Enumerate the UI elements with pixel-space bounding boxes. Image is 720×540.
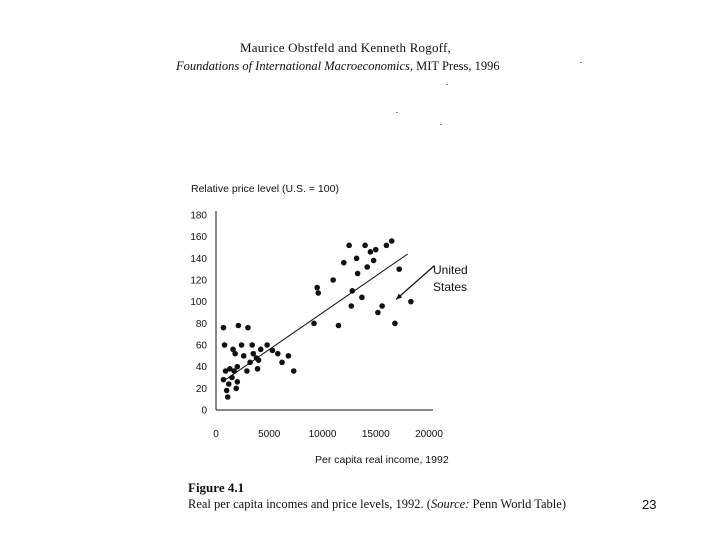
y-tick-label: 180 — [190, 210, 207, 222]
data-point — [330, 277, 336, 283]
data-point — [239, 342, 245, 348]
data-point — [408, 299, 414, 305]
data-point — [373, 247, 379, 253]
data-point — [279, 360, 285, 366]
caption-source-label: Source: — [430, 497, 470, 511]
data-point — [359, 295, 365, 301]
data-point — [249, 342, 255, 348]
x-tick-label: 0 — [213, 429, 219, 440]
data-point — [341, 260, 347, 266]
data-point — [258, 347, 264, 353]
data-point — [291, 368, 297, 374]
data-point — [255, 366, 261, 372]
data-point — [364, 264, 370, 270]
y-tick-label: 100 — [190, 297, 207, 309]
y-tick-label: 60 — [195, 340, 207, 352]
data-point — [229, 375, 235, 381]
citation-authors: Maurice Obstfeld and Kenneth Rogoff, — [240, 40, 451, 55]
data-point — [221, 325, 227, 331]
figure-label: Figure 4.1 — [188, 480, 245, 495]
data-point — [311, 321, 317, 327]
data-point — [224, 388, 230, 394]
x-tick-label: 10000 — [308, 429, 337, 440]
data-point — [222, 342, 228, 348]
y-tick-label: 120 — [190, 275, 207, 287]
data-point — [375, 310, 381, 316]
y-tick-label: 140 — [190, 253, 207, 265]
chart-title: Relative price level (U.S. = 100) — [191, 183, 339, 195]
annotation-arrow — [396, 266, 434, 300]
data-point — [348, 303, 354, 309]
scan-speck — [440, 124, 442, 125]
data-point — [346, 243, 352, 249]
data-point — [354, 256, 360, 262]
data-point — [247, 360, 253, 366]
data-point — [389, 238, 395, 244]
data-point — [355, 271, 361, 277]
data-point — [245, 325, 251, 331]
y-tick-label: 0 — [201, 405, 207, 417]
y-tick-label: 40 — [195, 362, 207, 374]
data-point — [244, 368, 250, 374]
data-point — [256, 357, 262, 363]
x-tick-label: 5000 — [258, 429, 281, 440]
data-point — [235, 379, 241, 385]
annotation-united: United — [433, 263, 468, 277]
data-point — [226, 381, 232, 387]
y-tick-label: 160 — [190, 232, 207, 244]
book-title: Foundations of International Macroeconomics, — [176, 59, 414, 73]
data-point — [350, 288, 356, 294]
data-point — [314, 285, 320, 291]
scan-speck — [446, 84, 448, 85]
x-tick-label: 15000 — [361, 429, 390, 440]
scan-speck — [396, 112, 398, 113]
y-tick-label: 20 — [195, 383, 207, 395]
data-point — [221, 377, 227, 383]
x-tick-label: 20000 — [415, 429, 443, 440]
data-point — [362, 243, 368, 249]
data-point — [241, 353, 247, 359]
data-point — [225, 394, 231, 400]
page-number: 23 — [642, 497, 657, 512]
figure-caption — [188, 497, 566, 512]
annotation-states: States — [433, 280, 468, 294]
y-axis — [190, 211, 207, 417]
data-point — [232, 351, 238, 357]
y-tick-label: 80 — [195, 318, 207, 330]
data-point — [264, 342, 270, 348]
data-point — [236, 323, 242, 329]
scan-speck — [580, 62, 582, 63]
data-point — [270, 348, 276, 354]
data-points — [221, 238, 414, 400]
data-point — [392, 321, 398, 327]
data-point — [286, 353, 292, 359]
data-point — [275, 351, 281, 357]
citation-publication — [176, 59, 500, 74]
data-point — [368, 249, 374, 255]
data-point — [233, 386, 239, 392]
caption-source: Penn World Table) — [469, 497, 566, 511]
data-point — [235, 364, 241, 370]
data-point — [384, 243, 390, 249]
scatter-chart — [170, 170, 480, 475]
caption-text: Real per capita incomes and price levels, 1992. ( — [188, 497, 431, 511]
x-axis — [213, 429, 443, 440]
data-point — [371, 258, 377, 264]
data-point — [396, 266, 402, 272]
publisher-year: MIT Press, 1996 — [413, 59, 500, 73]
data-point — [315, 290, 321, 296]
data-point — [379, 303, 385, 309]
data-point — [336, 323, 342, 329]
x-axis-label: Per capita real income, 1992 — [315, 454, 449, 466]
